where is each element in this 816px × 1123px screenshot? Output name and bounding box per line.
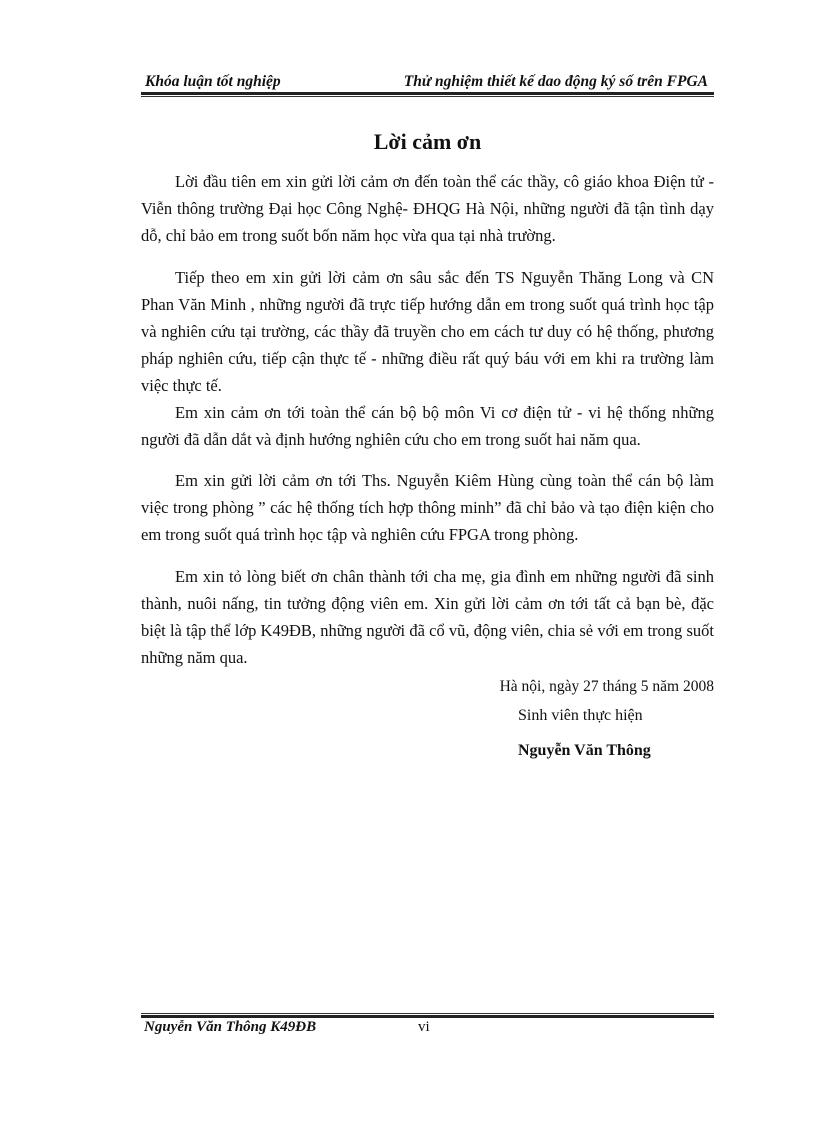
header-thesis-type: Khóa luận tốt nghiệp (145, 73, 281, 90)
signature-date: Hà nội, ngày 27 tháng 5 năm 2008 (499, 678, 714, 695)
page-header (141, 70, 714, 92)
paragraph-text: Em xin gửi lời cảm ơn tới Ths. Nguyễn Kiêm Hùng cùng toàn thể cán bộ làm việc trong phòng ” các hệ thống tích hợp thông minh” đã chỉ bảo và tạo điện kiện cho em trong suốt quá trình học tập và nghiên cứu FPGA trong phòng. (141, 471, 714, 544)
acknowledgement-paragraph-5 (141, 563, 714, 671)
footer-author: Nguyễn Văn Thông K49ĐB (144, 1019, 317, 1035)
acknowledgement-paragraph-4 (141, 467, 714, 548)
page-number: vi (418, 1019, 430, 1035)
paragraph-text: Em xin cảm ơn tới toàn thể cán bộ bộ môn Vi cơ điện tử - vi hệ thống những người đã dẫn dắt và định hướng nghiên cứu cho em trong suốt hai năm qua. (141, 403, 714, 449)
signer-name: Nguyễn Văn Thông (518, 742, 651, 759)
header-rule (141, 92, 714, 98)
acknowledgement-paragraph-3 (141, 399, 714, 453)
header-thesis-title: Thử nghiệm thiết kế dao động ký số trên FPGA (403, 73, 708, 90)
acknowledgement-paragraph-2 (141, 264, 714, 399)
paragraph-text: Lời đầu tiên em xin gửi lời cảm ơn đến toàn thể các thầy, cô giáo khoa Điện tử - Viễn thông trường Đại học Công Nghệ- ĐHQG Hà Nội, những người đã tận tình dạy dỗ, chỉ bảo em trong suốt bốn năm học vừa qua tại nhà trường. (141, 172, 714, 245)
paragraph-text: Tiếp theo em xin gửi lời cảm ơn sâu sắc đến TS Nguyễn Thăng Long và CN Phan Văn Minh , những người đã trực tiếp hướng dẫn em trong suốt quá trình học tập và nghiên cứu tại trường, các thầy đã truyền cho em cách tư duy có hệ thống, phương pháp nghiên cứu, tiếp cận thực tế - những điều rất quý báu với em khi ra trường làm việc thực tế. (141, 268, 714, 395)
paragraph-text: Em xin tỏ lòng biết ơn chân thành tới cha mẹ, gia đình em những người đã sinh thành, nuôi nấng, tin tưởng động viên em. Xin gửi lời cảm ơn tới tất cả bạn bè, đặc biệt là tập thể lớp K49ĐB, những người đã cổ vũ, động viên, chia sẻ với em trong suốt những năm qua. (141, 567, 714, 667)
acknowledgement-paragraph-1 (141, 168, 714, 249)
page-title: Lời cảm ơn (373, 129, 482, 154)
signer-role: Sinh viên thực hiện (518, 707, 643, 724)
